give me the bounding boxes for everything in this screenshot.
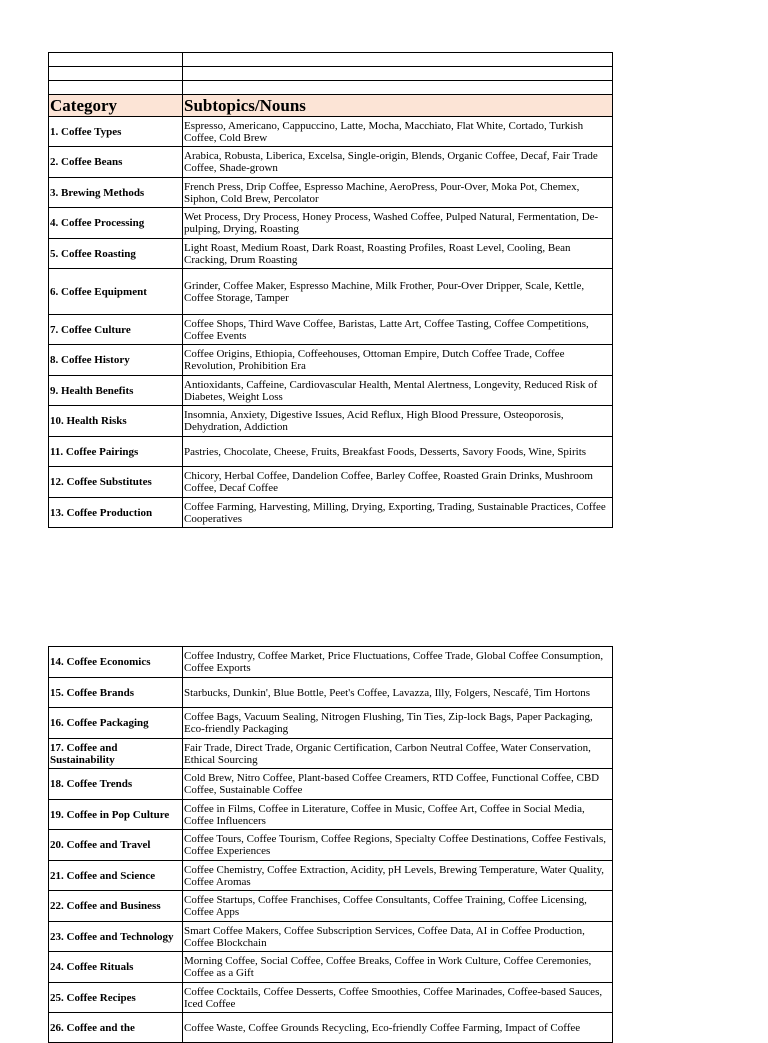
table-row bbox=[49, 769, 613, 800]
header-subtopics[interactable]: Subtopics/Nouns bbox=[183, 95, 613, 117]
category-cell[interactable]: 24. Coffee Rituals bbox=[49, 952, 183, 983]
table-row bbox=[49, 147, 613, 178]
category-cell[interactable]: 5. Coffee Roasting bbox=[49, 239, 183, 269]
table-row bbox=[49, 800, 613, 830]
subtopics-cell[interactable]: Coffee Shops, Third Wave Coffee, Baristas, Latte Art, Coffee Tasting, Coffee Competitions, Coffee Events bbox=[183, 315, 613, 345]
header-category[interactable]: Category bbox=[49, 95, 183, 117]
spreadsheet-table-top bbox=[48, 52, 613, 528]
category-cell[interactable]: 6. Coffee Equipment bbox=[49, 269, 183, 315]
table-row bbox=[49, 708, 613, 739]
table-row bbox=[49, 922, 613, 952]
subtopics-cell[interactable]: Insomnia, Anxiety, Digestive Issues, Acid Reflux, High Blood Pressure, Osteoporosis, Dehydration, Addiction bbox=[183, 406, 613, 437]
table-row bbox=[49, 952, 613, 983]
category-cell[interactable]: 7. Coffee Culture bbox=[49, 315, 183, 345]
category-cell[interactable]: 1. Coffee Types bbox=[49, 117, 183, 147]
category-cell[interactable]: 22. Coffee and Business bbox=[49, 891, 183, 922]
subtopics-cell[interactable]: Coffee Cocktails, Coffee Desserts, Coffee Smoothies, Coffee Marinades, Coffee-based Sauces, Iced Coffee bbox=[183, 983, 613, 1013]
subtopics-cell[interactable]: French Press, Drip Coffee, Espresso Machine, AeroPress, Pour-Over, Moka Pot, Chemex, Siphon, Cold Brew, Percolator bbox=[183, 178, 613, 208]
table-row bbox=[49, 208, 613, 239]
subtopics-cell[interactable]: Arabica, Robusta, Liberica, Excelsa, Single-origin, Blends, Organic Coffee, Decaf, Fair Trade Coffee, Shade-grown bbox=[183, 147, 613, 178]
table-row bbox=[49, 117, 613, 147]
category-cell[interactable]: 21. Coffee and Science bbox=[49, 861, 183, 891]
category-cell[interactable]: 20. Coffee and Travel bbox=[49, 830, 183, 861]
table-row bbox=[49, 830, 613, 861]
empty-cell[interactable] bbox=[183, 67, 613, 81]
table-row bbox=[49, 315, 613, 345]
subtopics-cell[interactable]: Chicory, Herbal Coffee, Dandelion Coffee, Barley Coffee, Roasted Grain Drinks, Mushroom Coffee, Decaf Coffee bbox=[183, 467, 613, 498]
category-cell[interactable]: 12. Coffee Substitutes bbox=[49, 467, 183, 498]
table-row bbox=[49, 376, 613, 406]
subtopics-cell[interactable]: Wet Process, Dry Process, Honey Process, Washed Coffee, Pulped Natural, Fermentation, De-pulping, Drying, Roasting bbox=[183, 208, 613, 239]
category-cell[interactable]: 10. Health Risks bbox=[49, 406, 183, 437]
empty-cell[interactable] bbox=[183, 81, 613, 95]
header-row bbox=[49, 95, 613, 117]
category-cell[interactable]: 17. Coffee and Sustainability bbox=[49, 739, 183, 769]
subtopics-cell[interactable]: Coffee Chemistry, Coffee Extraction, Acidity, pH Levels, Brewing Temperature, Water Quality, Coffee Aromas bbox=[183, 861, 613, 891]
category-cell[interactable]: 15. Coffee Brands bbox=[49, 678, 183, 708]
subtopics-cell[interactable]: Coffee Tours, Coffee Tourism, Coffee Regions, Specialty Coffee Destinations, Coffee Festivals, Coffee Experiences bbox=[183, 830, 613, 861]
subtopics-cell[interactable]: Coffee Waste, Coffee Grounds Recycling, Eco-friendly Coffee Farming, Impact of Coffee bbox=[183, 1013, 613, 1043]
category-cell[interactable]: 14. Coffee Economics bbox=[49, 647, 183, 678]
subtopics-cell[interactable]: Starbucks, Dunkin', Blue Bottle, Peet's Coffee, Lavazza, Illy, Folgers, Nescafé, Tim Hortons bbox=[183, 678, 613, 708]
spreadsheet-table-bottom bbox=[48, 646, 613, 1043]
table-row bbox=[49, 647, 613, 678]
subtopics-cell[interactable]: Coffee Bags, Vacuum Sealing, Nitrogen Flushing, Tin Ties, Zip-lock Bags, Paper Packaging, Eco-friendly Packaging bbox=[183, 708, 613, 739]
table-row bbox=[49, 178, 613, 208]
category-cell[interactable]: 25. Coffee Recipes bbox=[49, 983, 183, 1013]
table-row bbox=[49, 983, 613, 1013]
table-row bbox=[49, 269, 613, 315]
table-body-top bbox=[49, 53, 613, 528]
category-cell[interactable]: 23. Coffee and Technology bbox=[49, 922, 183, 952]
category-cell[interactable]: 9. Health Benefits bbox=[49, 376, 183, 406]
table-row bbox=[49, 498, 613, 528]
empty-row bbox=[49, 67, 613, 81]
table-row bbox=[49, 739, 613, 769]
subtopics-cell[interactable]: Coffee in Films, Coffee in Literature, Coffee in Music, Coffee Art, Coffee in Social Media, Coffee Influencers bbox=[183, 800, 613, 830]
subtopics-cell[interactable]: Coffee Farming, Harvesting, Milling, Drying, Exporting, Trading, Sustainable Practices, Coffee Cooperatives bbox=[183, 498, 613, 528]
table-body-bottom bbox=[49, 647, 613, 1043]
table-row bbox=[49, 345, 613, 376]
subtopics-cell[interactable]: Grinder, Coffee Maker, Espresso Machine, Milk Frother, Pour-Over Dripper, Scale, Kettle, Coffee Storage, Tamper bbox=[183, 269, 613, 315]
empty-cell[interactable] bbox=[49, 67, 183, 81]
table-row bbox=[49, 891, 613, 922]
subtopics-cell[interactable]: Coffee Industry, Coffee Market, Price Fluctuations, Coffee Trade, Global Coffee Consumption, Coffee Exports bbox=[183, 647, 613, 678]
table-row bbox=[49, 861, 613, 891]
subtopics-cell[interactable]: Coffee Origins, Ethiopia, Coffeehouses, Ottoman Empire, Dutch Coffee Trade, Coffee Revolution, Prohibition Era bbox=[183, 345, 613, 376]
subtopics-cell[interactable]: Morning Coffee, Social Coffee, Coffee Breaks, Coffee in Work Culture, Coffee Ceremonies, Coffee as a Gift bbox=[183, 952, 613, 983]
table-row bbox=[49, 406, 613, 437]
category-cell[interactable]: 19. Coffee in Pop Culture bbox=[49, 800, 183, 830]
empty-cell[interactable] bbox=[49, 53, 183, 67]
table-row bbox=[49, 1013, 613, 1043]
category-cell[interactable]: 13. Coffee Production bbox=[49, 498, 183, 528]
category-cell[interactable]: 3. Brewing Methods bbox=[49, 178, 183, 208]
subtopics-cell[interactable]: Fair Trade, Direct Trade, Organic Certification, Carbon Neutral Coffee, Water Conservation, Ethical Sourcing bbox=[183, 739, 613, 769]
table-row bbox=[49, 678, 613, 708]
category-cell[interactable]: 8. Coffee History bbox=[49, 345, 183, 376]
subtopics-cell[interactable]: Smart Coffee Makers, Coffee Subscription Services, Coffee Data, AI in Coffee Production, Coffee Blockchain bbox=[183, 922, 613, 952]
subtopics-cell[interactable]: Pastries, Chocolate, Cheese, Fruits, Breakfast Foods, Desserts, Savory Foods, Wine, Spirits bbox=[183, 437, 613, 467]
category-cell[interactable]: 16. Coffee Packaging bbox=[49, 708, 183, 739]
category-cell[interactable]: 26. Coffee and the bbox=[49, 1013, 183, 1043]
table-row bbox=[49, 239, 613, 269]
subtopics-cell[interactable]: Antioxidants, Caffeine, Cardiovascular Health, Mental Alertness, Longevity, Reduced Risk of Diabetes, Weight Loss bbox=[183, 376, 613, 406]
subtopics-cell[interactable]: Light Roast, Medium Roast, Dark Roast, Roasting Profiles, Roast Level, Cooling, Bean Cracking, Drum Roasting bbox=[183, 239, 613, 269]
empty-row bbox=[49, 81, 613, 95]
category-cell[interactable]: 11. Coffee Pairings bbox=[49, 437, 183, 467]
category-cell[interactable]: 2. Coffee Beans bbox=[49, 147, 183, 178]
subtopics-cell[interactable]: Coffee Startups, Coffee Franchises, Coffee Consultants, Coffee Training, Coffee Licensing, Coffee Apps bbox=[183, 891, 613, 922]
empty-cell[interactable] bbox=[183, 53, 613, 67]
empty-cell[interactable] bbox=[49, 81, 183, 95]
table-row bbox=[49, 437, 613, 467]
category-cell[interactable]: 4. Coffee Processing bbox=[49, 208, 183, 239]
table-row bbox=[49, 467, 613, 498]
subtopics-cell[interactable]: Cold Brew, Nitro Coffee, Plant-based Coffee Creamers, RTD Coffee, Functional Coffee, CBD Coffee, Sustainable Coffee bbox=[183, 769, 613, 800]
empty-row bbox=[49, 53, 613, 67]
subtopics-cell[interactable]: Espresso, Americano, Cappuccino, Latte, Mocha, Macchiato, Flat White, Cortado, Turkish Coffee, Cold Brew bbox=[183, 117, 613, 147]
category-cell[interactable]: 18. Coffee Trends bbox=[49, 769, 183, 800]
